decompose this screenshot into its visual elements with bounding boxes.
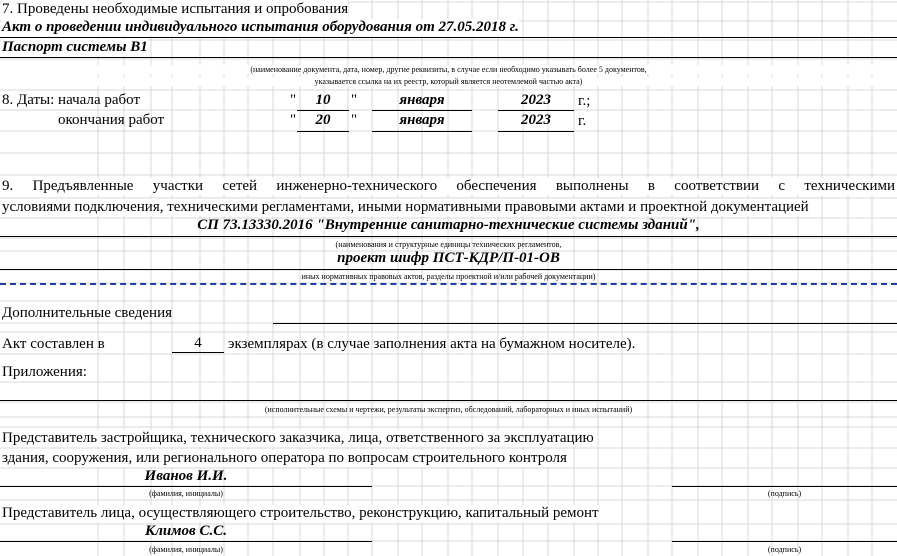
- underline: [0, 57, 897, 58]
- close-quote: ": [351, 92, 358, 108]
- developer-name-note: (фамилия, инициалы): [149, 489, 223, 498]
- documents-note-line2: указывается ссылка на их реестр, который является неотемлемой частью акта): [0, 77, 897, 86]
- developer-signature-field[interactable]: [672, 486, 897, 487]
- end-year[interactable]: 2023: [521, 112, 551, 128]
- underline: [172, 352, 224, 353]
- regulation-reference[interactable]: СП 73.13330.2016 "Внутренние санитарно-технические системы зданий",: [197, 217, 700, 233]
- end-date-label: окончания работ: [58, 112, 165, 128]
- copies-count[interactable]: 4: [194, 335, 202, 351]
- start-day[interactable]: 10: [315, 92, 331, 108]
- page-break-line: [0, 283, 897, 285]
- copies-suffix: экземплярах (в случае заполнения акта на бумажном носителе).: [228, 336, 636, 352]
- start-month[interactable]: января: [399, 92, 445, 108]
- regulation-note: (наименования и структурные единицы технических регламентов,: [335, 240, 562, 249]
- underline: [297, 110, 349, 111]
- underline: [0, 236, 897, 237]
- builder-name[interactable]: Климов С.С.: [145, 523, 227, 539]
- project-code[interactable]: проект шифр ПСТ-КДР/П-01-ОВ: [337, 250, 560, 266]
- attachments-label: Приложения:: [2, 364, 87, 380]
- copies-label: Акт составлен в: [2, 336, 105, 352]
- developer-representative-line2: здания, сооружения, или регионального оператора по вопросам строительного контроля: [2, 450, 567, 466]
- underline: [0, 269, 897, 270]
- start-date-label: 8. Даты: начала работ: [2, 92, 141, 108]
- builder-representative-line: Представитель лица, осуществляющего строительство, реконструкцию, капитальный ремонт: [2, 505, 599, 521]
- section7-heading: 7. Проведены необходимые испытания и опробования: [2, 1, 349, 17]
- additional-info-field[interactable]: [273, 323, 897, 324]
- test-act-document[interactable]: Акт о проведении индивидуального испытания оборудования от 27.05.2018 г.: [2, 19, 519, 35]
- end-year-suffix: г.: [578, 113, 587, 129]
- open-quote: ": [290, 92, 297, 108]
- attachments-field[interactable]: [0, 400, 897, 401]
- open-quote: ": [290, 112, 297, 128]
- underline: [0, 486, 372, 487]
- project-note: иных нормативных правовых актов, разделы проектной и/или рабочей документации): [301, 272, 596, 281]
- underline: [498, 131, 574, 132]
- start-year[interactable]: 2023: [521, 92, 551, 108]
- builder-name-note: (фамилия, инициалы): [149, 545, 223, 554]
- builder-signature-note: (подпись): [767, 545, 802, 554]
- underline: [0, 541, 372, 542]
- developer-representative-line1: Представитель застройщика, технического заказчика, лица, ответственного за эксплуатацию: [2, 430, 594, 446]
- section9-paragraph-line1: 9. Предъявленные участки сетей инженерно-технического обеспечения выполнены в соответствии с техническими: [2, 178, 895, 194]
- end-month[interactable]: января: [399, 112, 445, 128]
- underline: [372, 131, 472, 132]
- underline: [498, 110, 574, 111]
- developer-name[interactable]: Иванов И.И.: [144, 468, 228, 484]
- additional-info-label: Дополнительные сведения: [2, 305, 173, 321]
- underline: [297, 131, 349, 132]
- underline: [372, 110, 472, 111]
- underline: [0, 37, 897, 38]
- start-year-suffix: г.;: [578, 93, 591, 109]
- close-quote: ": [351, 112, 358, 128]
- end-day[interactable]: 20: [315, 112, 331, 128]
- developer-signature-note: (подпись): [767, 489, 802, 498]
- documents-note-line1: (наименование документа, дата, номер, другие реквизиты, в случае если необходимо указывать более 5 документов,: [0, 65, 897, 74]
- system-passport-document[interactable]: Паспорт системы В1: [2, 39, 148, 55]
- section9-paragraph-line2: условиями подключения, техническими регламентами, иными нормативными правовыми актами и проектной документацией: [2, 199, 809, 215]
- builder-signature-field[interactable]: [672, 541, 897, 542]
- attachments-note: (исполнительные схемы и чертежи, результаты экспертиз, обследований, лабораторных и иных испытаний): [264, 405, 633, 414]
